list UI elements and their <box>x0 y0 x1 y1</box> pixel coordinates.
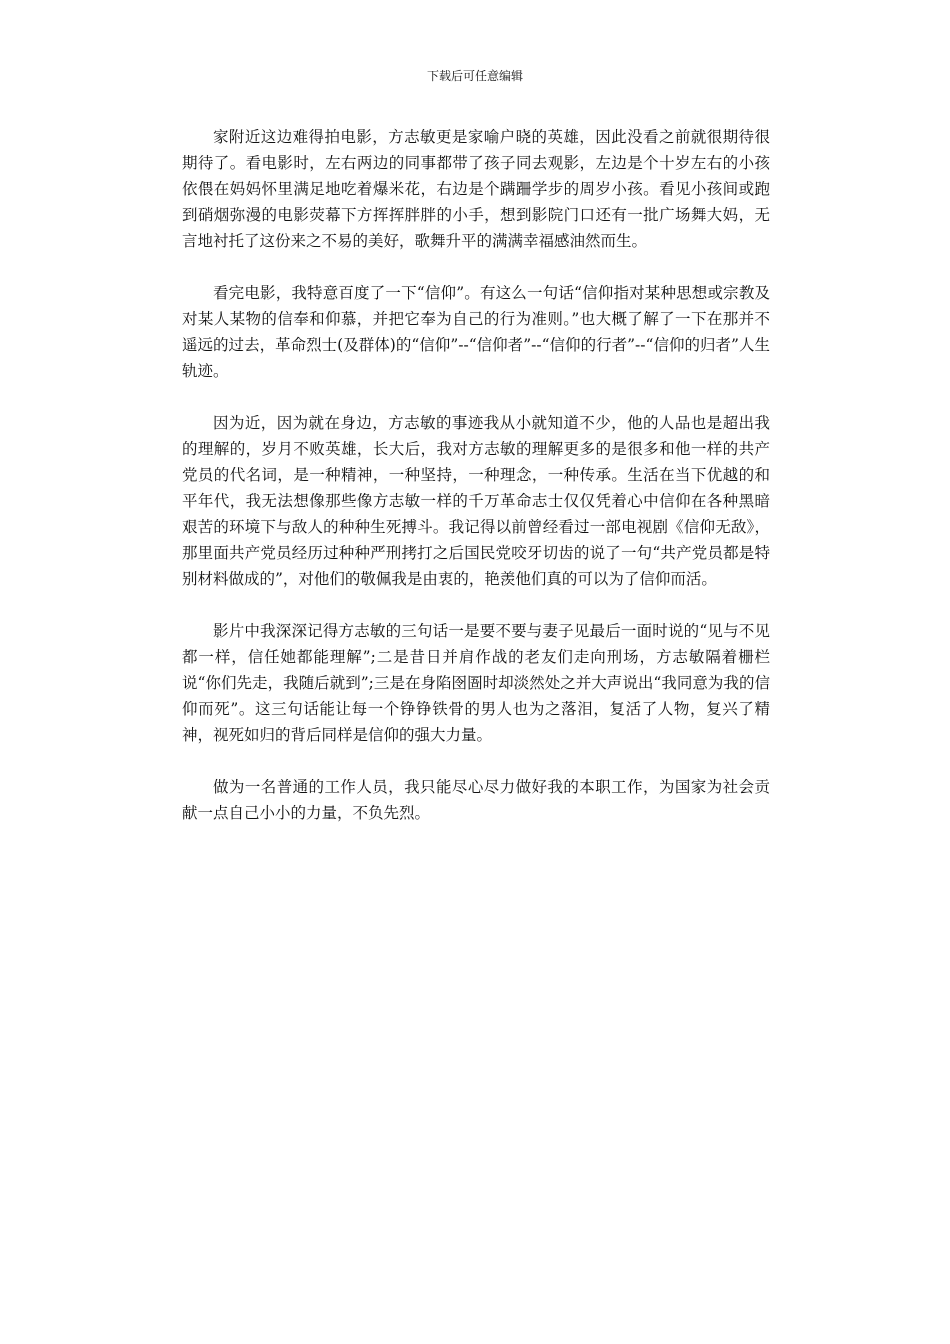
paragraph-3: 因为近，因为就在身边，方志敏的事迹我从小就知道不少，他的人品也是超出我的理解的，岁月不败英雄，长大后，我对方志敏的理解更多的是很多和他一样的共产党员的代名词，是一种精神，一种坚持，一种理念，一种传承。生活在当下优越的和平年代，我无法想像那些像方志敏一样的千万革命志士仅仅凭着心中信仰在各种黑暗艰苦的环境下与敌人的种种生死搏斗。我记得以前曾经看过一部电视剧《信仰无敌》，那里面共产党员经历过种种严刑拷打之后国民党咬牙切齿的说了一句“共产党员都是特别材料做成的”，对他们的敬佩我是由衷的，艳羡他们真的可以为了信仰而活。 <box>182 414 770 588</box>
paragraph-2: 看完电影，我特意百度了一下“信仰”。有这么一句话“信仰指对某种思想或宗教及对某人某物的信奉和仰慕，并把它奉为自己的行为准则。”也大概了解了一下在那并不遥远的过去，革命烈士(及群体)的“信仰”--“信仰者”--“信仰的行者”--“信仰的归者”人生轨迹。 <box>182 284 770 380</box>
article-body <box>182 124 770 852</box>
page-header: 下载后可任意编辑 <box>426 69 523 83</box>
paragraph-4: 影片中我深深记得方志敏的三句话一是要不要与妻子见最后一面时说的“见与不见都一样，信任她都能理解”;二是昔日并肩作战的老友们走向刑场，方志敏隔着栅栏说“你们先走，我随后就到”;三是在身陷囹圄时却淡然处之并大声说出“我同意为我的信仰而死”。这三句话能让每一个铮铮铁骨的男人也为之落泪，复活了人物，复兴了精神，视死如归的背后同样是信仰的强大力量。 <box>182 622 770 744</box>
paragraph-1: 家附近这边难得拍电影，方志敏更是家喻户晓的英雄，因此没看之前就很期待很期待了。看电影时，左右两边的同事都带了孩子同去观影，左边是个十岁左右的小孩依偎在妈妈怀里满足地吃着爆米花，右边是个蹒跚学步的周岁小孩。看见小孩间或跑到硝烟弥漫的电影荧幕下方挥挥胖胖的小手，想到影院门口还有一批广场舞大妈，无言地衬托了这份来之不易的美好，歌舞升平的满满幸福感油然而生。 <box>182 128 770 250</box>
paragraph-5: 做为一名普通的工作人员，我只能尽心尽力做好我的本职工作，为国家为社会贡献一点自己小小的力量，不负先烈。 <box>182 778 770 822</box>
